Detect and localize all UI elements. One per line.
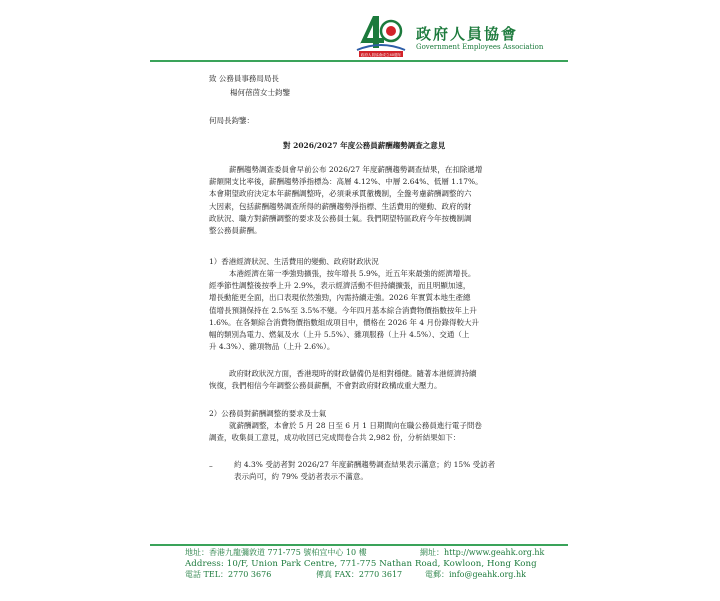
intro-line: 本會期望政府決定本年薪酬調整時，必須秉承貫徹機制，全盤考慮薪酬調整的六 bbox=[209, 189, 472, 199]
footer-address-en: Address: 10/F, Union Park Centre, 771-775 Nathan Road, Kowloon, Hong Kong bbox=[185, 559, 537, 569]
salutation: 何局長鈞鑒： bbox=[209, 116, 254, 125]
intro-line: 薪酬趨勢調查委員會早前公布 2026/27 年度薪酬趨勢調查結果，在扣除遞增 bbox=[229, 165, 483, 174]
bullet-marker: – bbox=[209, 461, 213, 470]
org-name-zh: 政府人員協會 bbox=[416, 25, 519, 43]
association-logo bbox=[355, 10, 407, 60]
finance-line: 恢復，我們相信今年調整公務員薪酬，不會對政府財政構成重大壓力。 bbox=[209, 381, 442, 391]
recipient-line-1: 致 公務員事務局局長 bbox=[209, 74, 279, 83]
section-1-line: 經季節性調整後按季上升 2.9%，表示經濟活動不但持續擴張，而且明顯加速， bbox=[209, 281, 471, 291]
section-1-heading: 1）香港經濟狀況、生活費用的變動、政府財政狀況 bbox=[209, 257, 379, 266]
org-name-en: Government Employees Association bbox=[416, 43, 544, 51]
bullet-line: 約 4.3% 受訪者對 2026/27 年度薪酬趨勢調查結果表示滿意；約 15% 受訪者 bbox=[234, 460, 496, 469]
header-divider bbox=[150, 60, 568, 62]
intro-line: 政狀況、職方對薪酬調整的要求及公務員士氣。我們期望特區政府今年按機制調 bbox=[209, 213, 472, 223]
footer-address-zh: 地址：香港九龍彌敦道 771-775 號柏宜中心 10 樓 bbox=[185, 548, 367, 557]
section-1-line: 升 4.3%）、雜項物品（上升 2.6%）。 bbox=[209, 342, 335, 352]
survey-result-bullet bbox=[234, 459, 495, 483]
finance-paragraph bbox=[209, 368, 477, 392]
footer-email: 電郵：info@geahk.org.hk bbox=[425, 570, 526, 579]
section-1-line: 幅的類別為電力、燃氣及水（上升 5.5%）、雜項服務（上升 4.5%）、交通（上 bbox=[209, 330, 470, 340]
footer-fax: 傳真 FAX：2770 3617 bbox=[316, 570, 403, 579]
intro-line: 整公務員薪酬。 bbox=[209, 226, 262, 236]
section-1-line: 增長動能更全面，出口表現依然強勁，內需持續走強。2026 年實質本地生產總 bbox=[209, 293, 471, 303]
section-2-body bbox=[209, 420, 482, 444]
intro-paragraph bbox=[209, 164, 483, 237]
section-1-line: 1.6%。在各類綜合消費物價指數組成項目中，價格在 2026 年 4 月份錄得較大升 bbox=[209, 317, 479, 327]
footer-tel: 電話 TEL：2770 3676 bbox=[185, 570, 272, 579]
footer-divider bbox=[150, 544, 568, 546]
finance-line: 政府財政狀況方面，香港現時的財政儲備仍是相對穩健。隨著本港經濟持續 bbox=[229, 369, 477, 378]
section-1-line: 本港經濟在第一季強勁擴張，按年增長 5.9%，近五年來最強的經濟增長。 bbox=[229, 269, 476, 278]
logo-banner: 政府人員協會成立40週年 bbox=[360, 53, 402, 57]
section-1-line: 值增長預測保持在 2.5%至 3.5%不變。今年四月基本綜合消費物價指數按年上升 bbox=[209, 305, 477, 315]
section-1-body bbox=[209, 268, 479, 353]
section-2-line: 調查，收集員工意見，成功收回已完成問卷合共 2,982 份，分析結果如下： bbox=[209, 433, 461, 443]
section-2-line: 就薪酬調整，本會於 5 月 28 日至 6 月 1 日期間向在職公務員進行電子問卷 bbox=[229, 421, 482, 430]
bullet-line: 表示尚可，約 79% 受訪者表示不滿意。 bbox=[234, 472, 368, 482]
letter-title: 對 2026/2027 年度公務員薪酬趨勢調查之意見 bbox=[283, 141, 446, 150]
section-2-heading: 2）公務員對薪酬調整的要求及士氣 bbox=[209, 409, 327, 418]
recipient-line-2: 楊何蓓茵女士鈞鑒 bbox=[230, 88, 290, 97]
intro-line: 薪額開支比率後，薪酬趨勢淨指標為：高層 4.12%、中層 2.64%、低層 1.17%。 bbox=[209, 177, 483, 187]
intro-line: 大因素，包括薪酬趨勢調查所得的薪酬趨勢淨指標、生活費用的變動、政府的財 bbox=[209, 201, 472, 211]
footer-website: 網址：http://www.geahk.org.hk bbox=[420, 548, 545, 557]
